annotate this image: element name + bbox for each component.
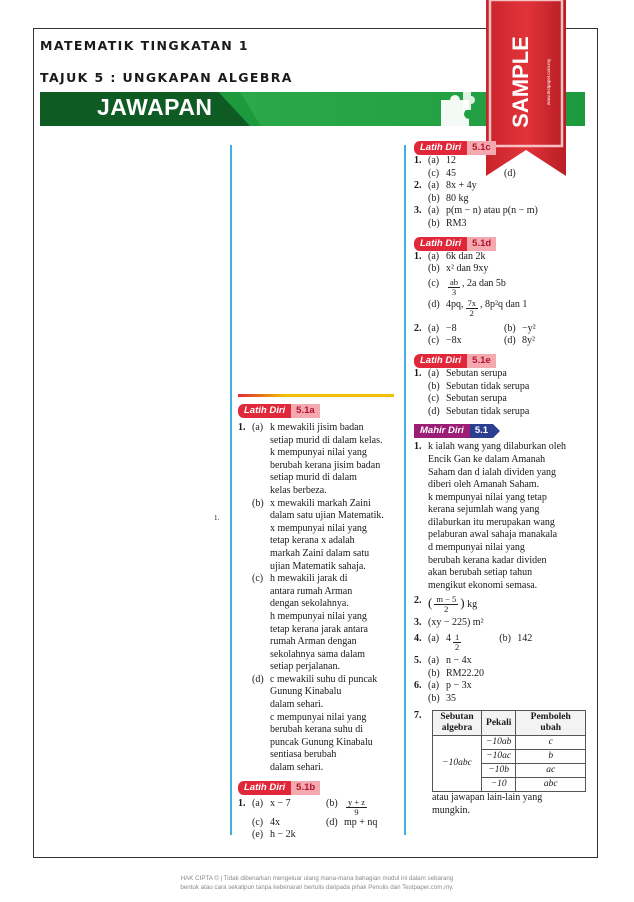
question-item: 1. (a) 12 (c) 45 (d): [414, 155, 516, 179]
question-item: 5. (a) n − 4x (b) RM22.20: [414, 655, 485, 679]
question-item: 1. (a) Sebutan serupa (b) Sebutan tidak serupa (c) Sebutan serupa (d) Sebutan tidak serupa: [414, 367, 530, 417]
puzzle-icon: [435, 86, 481, 132]
question-item: 3. (xy − 225) m²: [414, 617, 484, 629]
table-row: −10ac b: [433, 750, 586, 764]
coefficient-table: [432, 710, 586, 792]
question-item: 7. Sebutan algebra Pekali Pemboleh ubah −10abc −10ab c −10ac b −10b ac −10 abc: [414, 710, 586, 792]
table-header: Pekali: [482, 711, 516, 736]
question-item: 2. ( $\frac{m - 5}{2}$ ) kg: [414, 594, 478, 615]
question-item: 1. (a) k mewakili jisim badan setiap murid di dalam kelas. k mempunyai nilai yang berubah kerana jisim badan setiap murid di dalam kelas berbeza. (b) x mewakili markah Zaini dalam satu ujian Matematik. x mempunyai nilai yang tetap kerana x adalah markah Zaini dalam satu ujian Matematik sahaja. (c) h mewakili jarak di antara rumah Arman dengan sekolahnya. h mempunyai nilai yang tetap kerana jarak antara rumah Arman dengan sekolahnya sama dalam setiap perjalanan. (d) c mewakili suhu di puncak Gunung Kinabalu dalam sehari. c mempunyai nilai yang berubah kerana suhu di puncak Gunung Kinabalu sentiasa berubah dalam sehari.: [238, 422, 384, 774]
copyright-line-1: HAK CIPTA © | Tidak dibenarkan mengeluar ulang mana-mana bahagian modul ini dalam sebarang: [180, 875, 454, 882]
question-item: 6. (a) p − 3x (b) 35: [414, 680, 472, 704]
subject-title: MATEMATIK TINGKATAN 1: [40, 38, 249, 53]
table-note: atau jawapan lain-lain yang: [432, 792, 543, 804]
table-header: Sebutan algebra: [433, 711, 482, 736]
question-item: 3. (a) p(m − n) atau p(n − m) (b) RM3: [414, 205, 538, 229]
table-header: Pemboleh ubah: [516, 711, 586, 736]
section-tag-5-1e: Latih Diri 5.1e: [414, 354, 496, 368]
right-answer-column: [414, 141, 586, 818]
section-stripe: [238, 394, 394, 397]
section-tag-5-1c: Latih Diri 5.1c: [414, 141, 496, 155]
section-tag-5-1a: Latih Diri 5.1a: [238, 404, 320, 418]
topic-title: TAJUK 5 : UNGKAPAN ALGEBRA: [40, 70, 293, 85]
question-item: 1. (a) x − 7 (b) $\frac{y + z}{9}$ (c) 4x (d) mp + nq (e) h − 2k: [238, 796, 378, 841]
table-row: −10abc −10ab c: [433, 736, 586, 750]
copyright-line-2: bentuk atau cara sekalipun tanpa kebenaran bertulis daripada pihak Penulis dan Testpaper.com.my.: [180, 884, 454, 891]
table-row: −10 abc: [433, 778, 586, 792]
section-tag-5-1b: Latih Diri 5.1b: [238, 781, 320, 795]
column-divider-right: [404, 145, 406, 835]
left-answer-column: [238, 404, 396, 842]
question-item: 2. (a) 8x + 4y (b) 80 kg: [414, 180, 477, 204]
question-item: 1. k ialah wang yang dilaburkan oleh Encik Gan ke dalam Amanah Saham dan d ialah dividen yang diberi oleh Amanah Saham. k mempunyai nilai yang tetap kerana sejumlah wang yang dilaburkan itu merupakan wang pelaburan awal sahaja manakala d mempunyai nilai yang berubah kerana kadar dividen akan berubah setiap tahun mengikut ekonomi semasa.: [414, 441, 567, 591]
table-note: mungkin.: [432, 805, 471, 816]
watermark-text: SAMPLE: [508, 36, 533, 128]
section-tag-5-1d: Latih Diri 5.1d: [414, 237, 496, 251]
question-item: 4. (a) 4 $\frac{1}{2}$ (b) 142: [414, 632, 533, 653]
stray-mark: 1.: [214, 514, 220, 522]
question-item: 1. (a) 6k dan 2k (b) x² dan 9xy (c) $\frac{ab}{3}$ , 2a dan 5b (d) 4pq, $\frac{7x}{2}$ , 8p²q dan 1: [414, 250, 528, 318]
table-row: −10b ac: [433, 764, 586, 778]
column-divider-left: [230, 145, 232, 835]
section-tag-mahir-5-1: Mahir Diri 5.1: [414, 424, 500, 438]
watermark-small-text: www.testpaper.com.my: [546, 58, 551, 106]
banner-title: JAWAPAN: [97, 94, 213, 120]
question-item: 2. (a) −8 (b) −y² (c) −8x (d) 8y²: [414, 322, 536, 347]
